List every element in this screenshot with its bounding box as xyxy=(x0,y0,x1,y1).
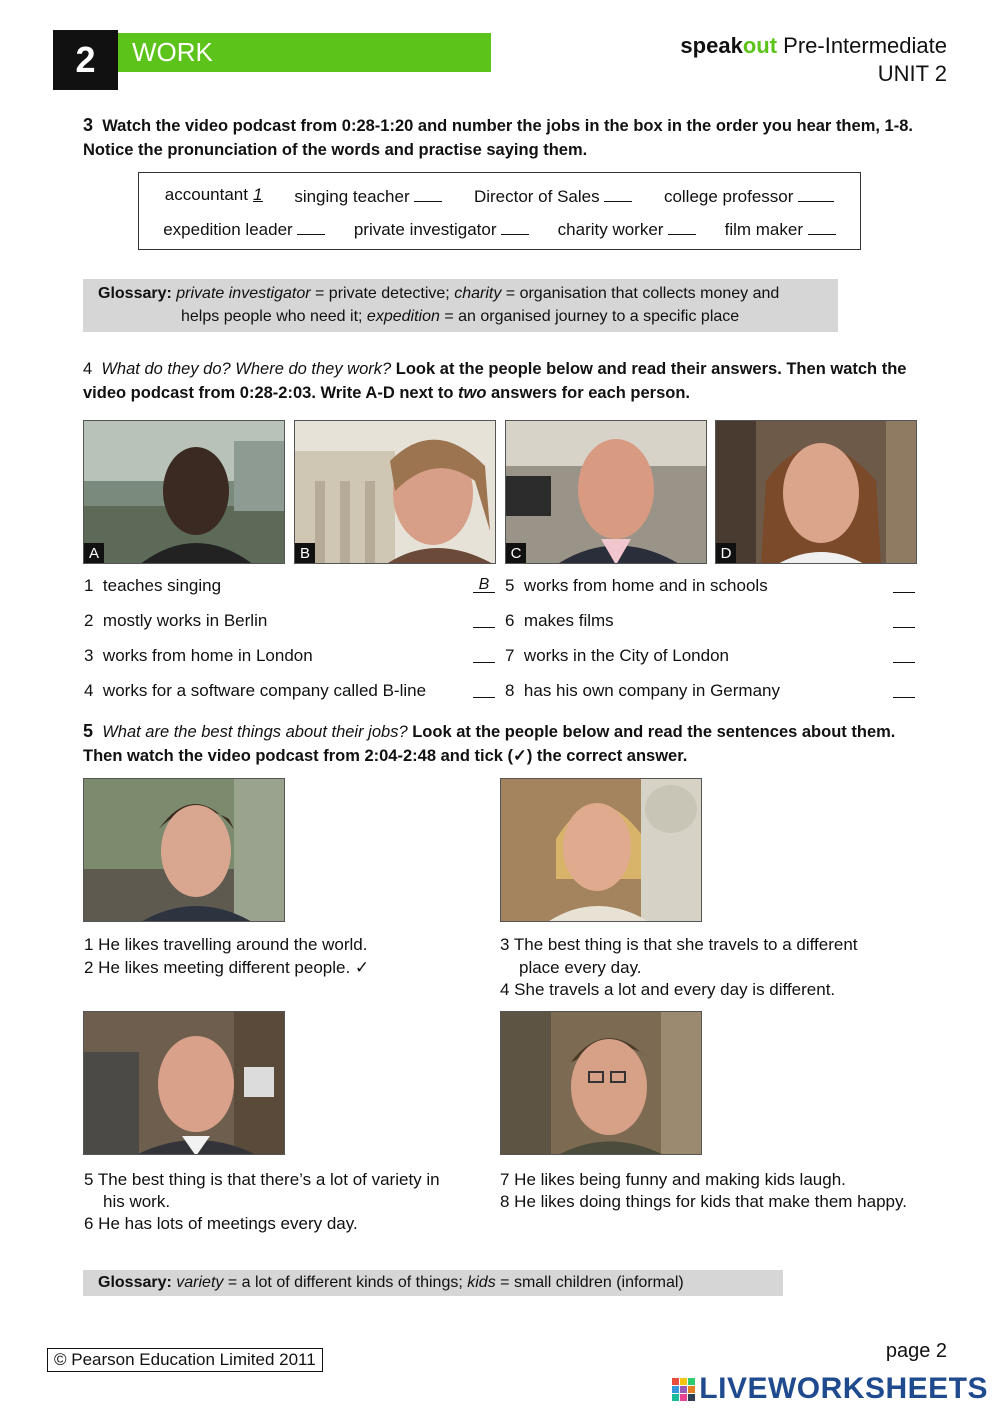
glossary-def: = private detective; xyxy=(310,285,455,302)
unit-label: UNIT 2 xyxy=(877,61,947,86)
glossary-def: = organisation that collects money and xyxy=(501,285,780,302)
copyright-notice: © Pearson Education Limited 2011 xyxy=(47,1348,323,1372)
glossary-def: helps people who need it; xyxy=(181,308,367,325)
answer-blank[interactable] xyxy=(893,679,915,698)
photo-person-a xyxy=(83,420,285,564)
glossary-def: = a lot of different kinds of things; xyxy=(223,1274,468,1291)
word-item xyxy=(163,218,325,240)
photo-man-1 xyxy=(83,778,285,922)
ex4-text-a: Look at the people below and read their answers. Then watch the video podcast from 0:28-2:03. Write A-D next to xyxy=(83,360,907,402)
sentence-4[interactable]: 4 She travels a lot and every day is different. xyxy=(500,980,836,999)
person-d-image xyxy=(716,421,917,564)
glossary-term: variety xyxy=(176,1274,224,1291)
word-item xyxy=(474,185,632,207)
man-1-image xyxy=(84,779,285,922)
word-text: singing teacher xyxy=(294,187,410,206)
photo-man-3 xyxy=(500,1011,702,1155)
ex5-question: What are the best things about their jobs? xyxy=(102,723,408,741)
glossary-term: private investigator xyxy=(176,285,311,302)
answer-blank[interactable] xyxy=(297,218,325,235)
list-item: 2 mostly works in Berlin xyxy=(84,611,268,630)
sentence-7[interactable]: 7 He likes being funny and making kids laugh. xyxy=(500,1170,846,1189)
answer-blank[interactable] xyxy=(501,218,529,235)
answer-blank[interactable] xyxy=(893,644,915,663)
answer-blank[interactable] xyxy=(473,644,495,663)
photo-person-b xyxy=(294,420,496,564)
word-text: charity worker xyxy=(557,220,664,239)
sentence-5-cont: his work. xyxy=(103,1192,171,1211)
liveworksheets-logo[interactable] xyxy=(672,1372,988,1406)
man-3-image xyxy=(501,1012,702,1155)
ex3-text: Watch the video podcast from 0:28-1:20 and number the jobs in the box in the order you hear them, 1-8. Notice the pronunciation of the words and practise saying them. xyxy=(83,117,913,159)
answer-blank[interactable] xyxy=(473,609,495,628)
word-row-1 xyxy=(139,185,860,207)
photo-label-b: B xyxy=(295,543,315,563)
page-number: page 2 xyxy=(885,1340,947,1362)
ex4-number: 4 xyxy=(83,360,93,378)
answer-blank[interactable] xyxy=(798,185,834,202)
list-item: 8 has his own company in Germany xyxy=(505,681,780,700)
word-text: college professor xyxy=(663,187,794,206)
brand-speak: speak xyxy=(680,33,743,58)
answer-blank[interactable] xyxy=(414,185,442,202)
word-text: film maker xyxy=(724,220,804,239)
list-item: 3 works from home in London xyxy=(84,646,313,665)
ex5-text-a: Look at the people below and read the sentences about them. Then watch the video podcast from 2:04-2:48 and tick ( xyxy=(83,723,896,765)
answer-blank[interactable] xyxy=(473,679,495,698)
glossary-label: Glossary: xyxy=(98,1274,172,1291)
ex5-number: 5 xyxy=(83,721,94,741)
ex4-instruction xyxy=(83,357,923,405)
sentence-3-cont: place every day. xyxy=(519,958,642,977)
ex4-question: What do they do? Where do they work? xyxy=(101,360,392,378)
word-item xyxy=(558,218,697,240)
photo-label-a: A xyxy=(84,543,104,563)
word-text: private investigator xyxy=(353,220,497,239)
photo-person-d xyxy=(715,420,917,564)
list-item: 1 teaches singing xyxy=(84,576,222,595)
answer-blank[interactable] xyxy=(668,218,696,235)
answer-blank[interactable] xyxy=(893,574,915,593)
list-item: 4 works for a software company called B-line xyxy=(84,681,427,700)
word-item xyxy=(354,218,529,240)
tick-symbol: ✓ xyxy=(513,747,527,765)
glossary-term: charity xyxy=(454,285,502,302)
sentence-8[interactable]: 8 He likes doing things for kids that make them happy. xyxy=(500,1192,907,1211)
list-item: 7 works in the City of London xyxy=(505,646,729,665)
photo-person-c xyxy=(505,420,707,564)
word-item xyxy=(725,218,836,240)
photo-man-2 xyxy=(83,1011,285,1155)
answer-blank[interactable]: B xyxy=(473,574,495,593)
ex3-number: 3 xyxy=(83,115,94,135)
word-row-2 xyxy=(139,218,860,240)
glossary-1 xyxy=(83,279,838,332)
list-item: 6 makes films xyxy=(505,611,614,630)
ex5-instruction xyxy=(83,719,923,768)
word-item xyxy=(165,185,263,207)
list-item: 5 works from home and in schools xyxy=(505,576,768,595)
unit-title-bar xyxy=(118,33,491,72)
ex4-emphasis: two xyxy=(458,384,487,402)
person-a-image xyxy=(84,421,285,564)
word-text: accountant xyxy=(164,185,248,204)
glossary-def: = an organised journey to a specific place xyxy=(439,308,740,325)
person-c-image xyxy=(506,421,707,564)
answer-blank[interactable]: 1 xyxy=(252,185,263,204)
logo-grid-icon xyxy=(672,1378,695,1401)
word-item xyxy=(294,185,442,207)
brand-header xyxy=(680,32,947,88)
sentence-6[interactable]: 6 He has lots of meetings every day. xyxy=(84,1214,358,1233)
answer-blank[interactable] xyxy=(604,185,632,202)
glossary-term: kids xyxy=(467,1274,496,1291)
word-text: expedition leader xyxy=(163,220,293,239)
level-label: Pre-Intermediate xyxy=(783,33,947,58)
sentence-3[interactable]: 3 The best thing is that she travels to a different xyxy=(500,935,858,954)
sentence-1[interactable]: 1 He likes travelling around the world. xyxy=(84,935,368,954)
glossary-label: Glossary: xyxy=(98,285,172,302)
answer-blank[interactable] xyxy=(893,609,915,628)
sentence-2[interactable]: 2 He likes meeting different people. ✓ xyxy=(84,958,370,977)
ex4-text-b: answers for each person. xyxy=(486,384,690,402)
job-word-box xyxy=(138,172,861,250)
person-b-image xyxy=(295,421,496,564)
photo-label-c: C xyxy=(506,543,526,563)
word-text: Director of Sales xyxy=(473,187,600,206)
unit-title: WORK xyxy=(132,37,213,67)
ex5-text-b: ) the correct answer. xyxy=(526,747,688,765)
brand-out: out xyxy=(742,33,778,58)
photo-label-d: D xyxy=(716,543,736,563)
unit-number-badge: 2 xyxy=(53,30,118,90)
photo-woman-1 xyxy=(500,778,702,922)
sentence-5[interactable]: 5 The best thing is that there’s a lot of variety in xyxy=(84,1170,440,1189)
glossary-term: expedition xyxy=(366,308,440,325)
man-2-image xyxy=(84,1012,285,1155)
ex3-instruction xyxy=(83,113,923,162)
glossary-2 xyxy=(83,1270,783,1296)
logo-text: LIVEWORKSHEETS xyxy=(699,1372,988,1405)
word-item xyxy=(664,185,834,207)
woman-1-image xyxy=(501,779,702,922)
glossary-def: = small children (informal) xyxy=(495,1274,684,1291)
answer-blank[interactable] xyxy=(808,218,836,235)
